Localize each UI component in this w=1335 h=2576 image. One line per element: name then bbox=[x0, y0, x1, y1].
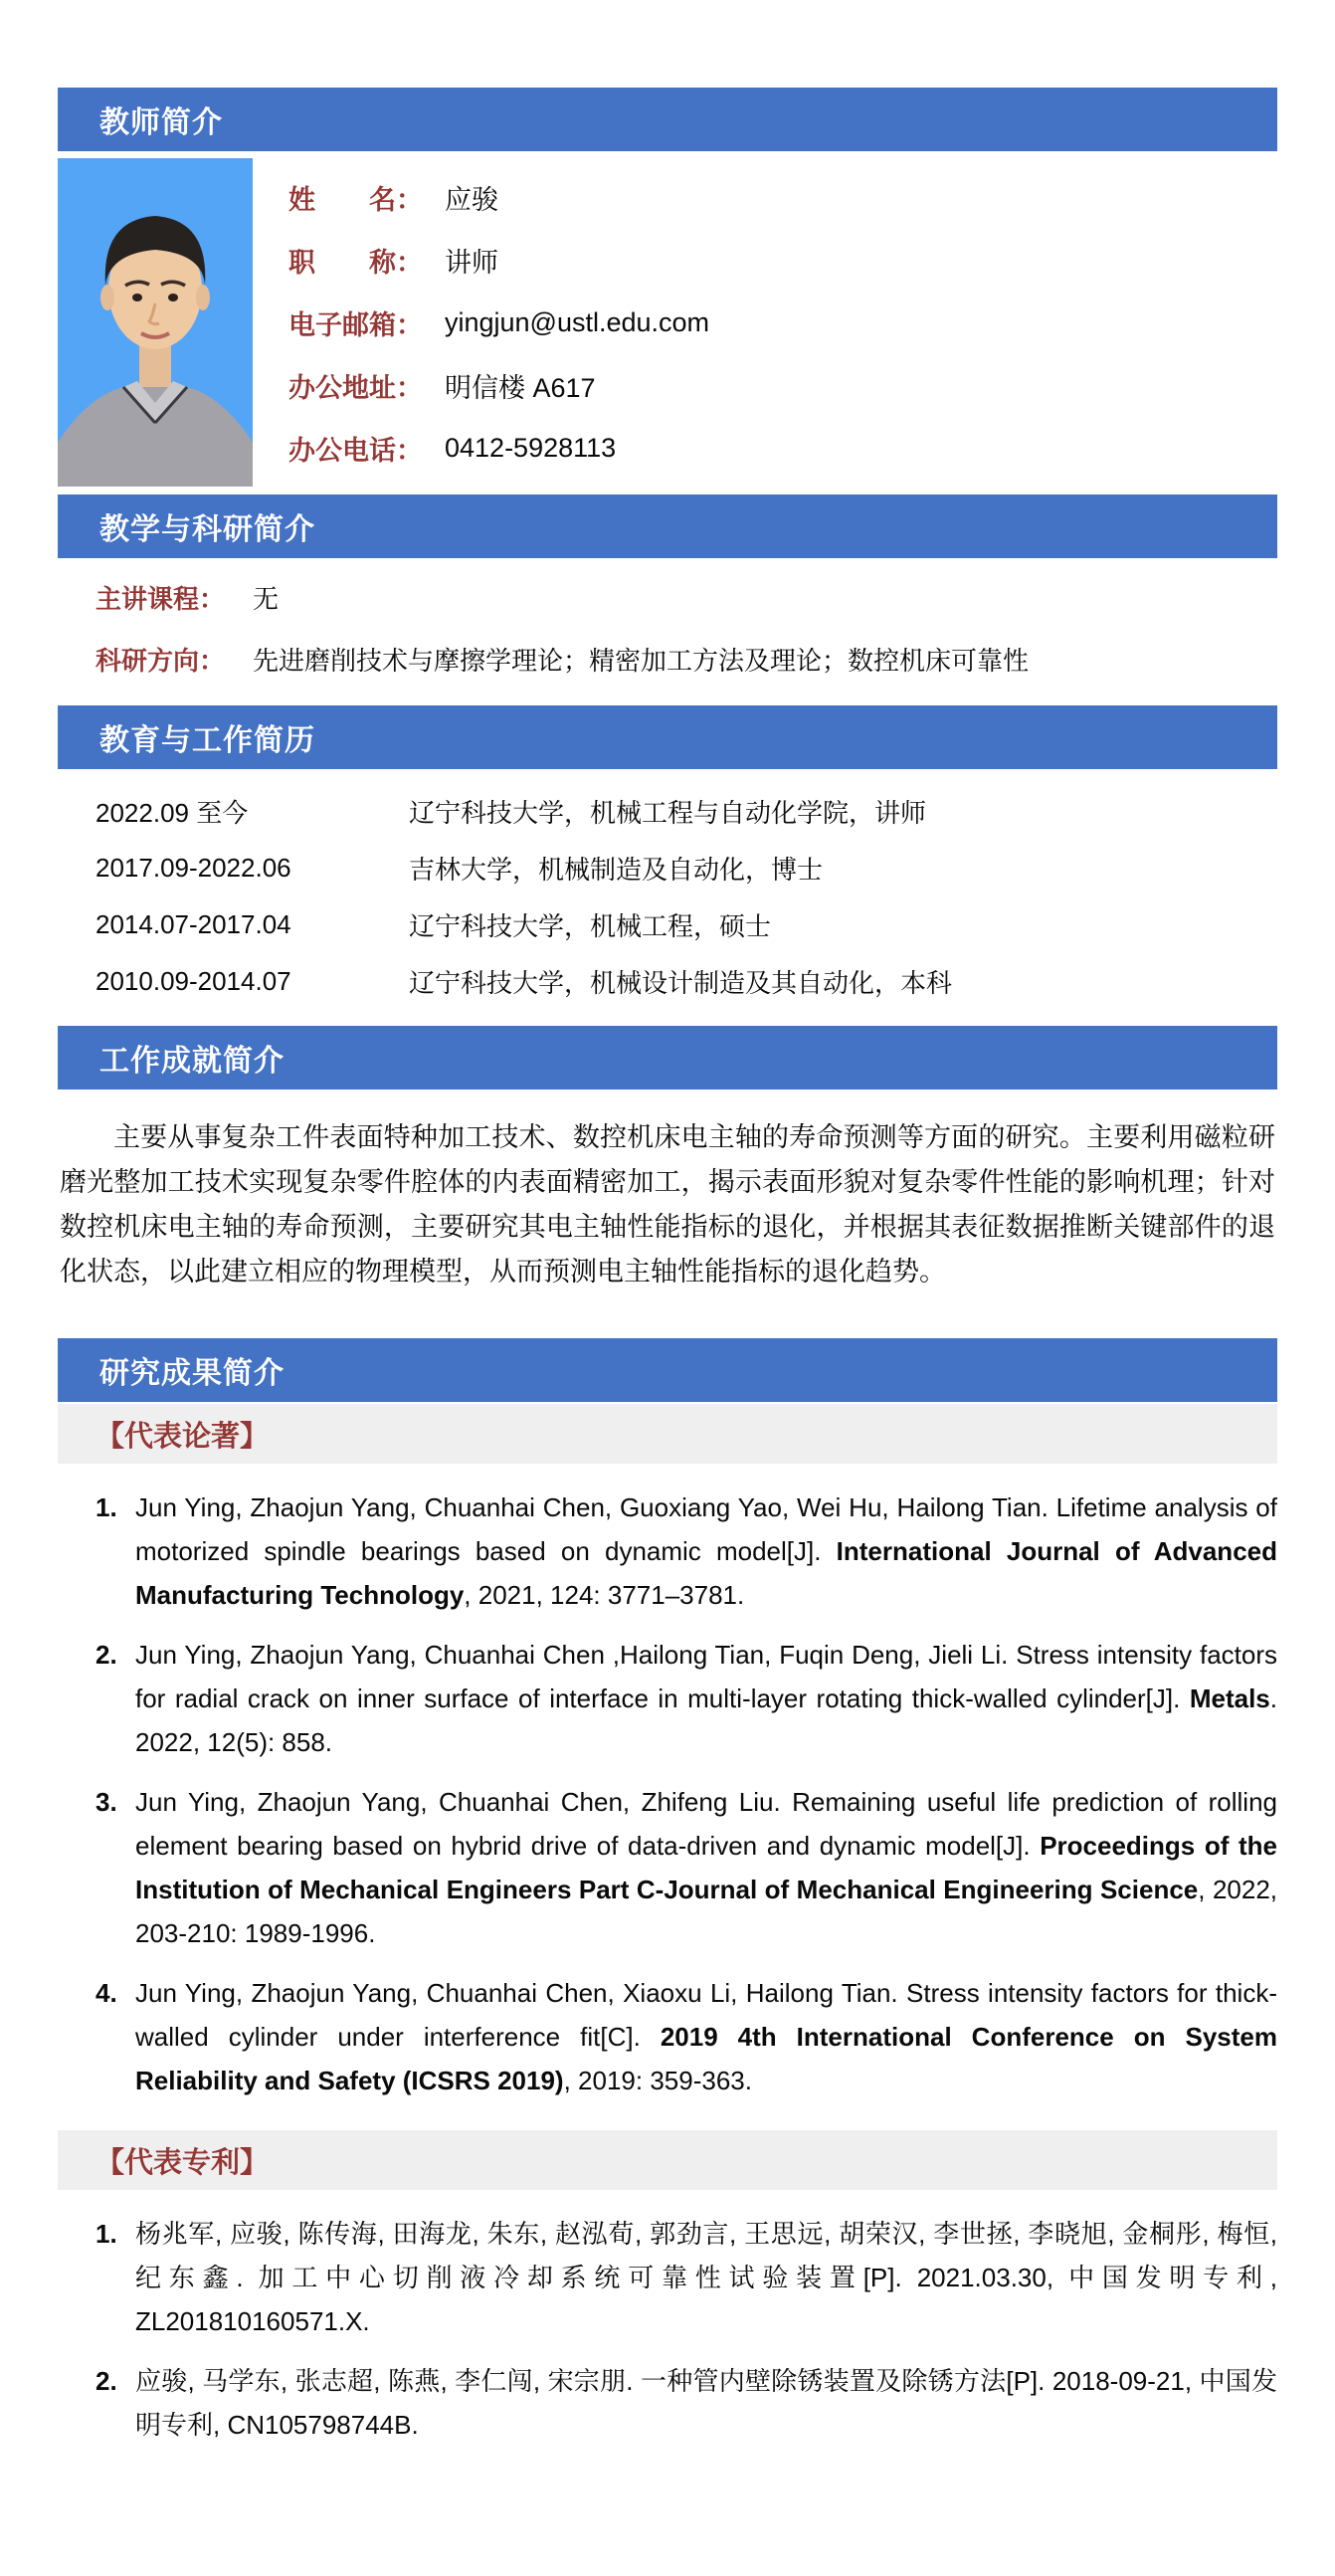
item-number: 3. bbox=[95, 1787, 117, 1817]
row-value: 无 bbox=[253, 584, 280, 614]
field-label: 电子邮箱： bbox=[288, 310, 423, 340]
field-value: 0412-5928113 bbox=[445, 433, 617, 463]
field-value: 明信楼 A617 bbox=[445, 373, 596, 403]
section-title: 教学与科研简介 bbox=[99, 513, 315, 546]
publication-text bbox=[135, 1971, 1277, 2102]
education-row bbox=[58, 953, 1277, 1010]
patent-item bbox=[58, 2359, 1277, 2447]
patent-text: 应骏, 马学东, 张志超, 陈燕, 李仁闯, 宋宗朋. 一种管内壁除锈装置及除锈方法[P]. 2018-09-21, 中国发明专利, CN105798744B. bbox=[135, 2366, 1277, 2440]
field-value: 应骏 bbox=[445, 185, 498, 215]
publication-item bbox=[58, 1633, 1277, 1764]
citation-authors-title: Jun Ying, Zhaojun Yang, Chuanhai Chen, Xiaoxu Li, Hailong Tian. Stress intensity factors for thick-walled cylinder under interference fit[C]. bbox=[135, 1978, 1277, 2052]
citation-pages: . 2022, 12(5): 858. bbox=[135, 1684, 1277, 1757]
profile-field-office bbox=[288, 354, 709, 417]
subsection-header-patents bbox=[58, 2130, 1277, 2190]
education-period: 2010.09-2014.07 bbox=[95, 966, 291, 996]
section-header-teaching-research bbox=[58, 495, 1277, 558]
citation-journal: International Journal of Advanced Manufacturing Technology bbox=[135, 1536, 1277, 1610]
citation-pages: , 2022, 203-210: 1989-1996. bbox=[135, 1875, 1278, 1948]
education-row bbox=[58, 896, 1277, 953]
row-value: 先进磨削技术与摩擦学理论；精密加工方法及理论；数控机床可靠性 bbox=[253, 646, 1030, 676]
citation-journal: Proceedings of the Institution of Mechanical Engineers Part C-Journal of Mechanical Engineering Science bbox=[135, 1831, 1277, 1904]
education-row bbox=[58, 840, 1277, 896]
section-title: 工作成就简介 bbox=[99, 1045, 285, 1078]
education-period: 2022.09 至今 bbox=[95, 798, 249, 828]
section-header-teacher-intro bbox=[58, 88, 1277, 151]
subsection-header-publications bbox=[58, 1404, 1277, 1464]
row-label: 主讲课程： bbox=[95, 584, 226, 614]
achievements-paragraph: 主要从事复杂工件表面特种加工技术、数控机床电主轴的寿命预测等方面的研究。主要利用磁粒研磨光整加工技术实现复杂零件腔体的内表面精密加工，揭示表面形貌对复杂零件性能的影响机理；针对数控机床电主轴的寿命预测，主要研究其电主轴性能指标的退化，并根据其表征数据推断关键部件的退化状态，以此建立相应的物理模型，从而预测电主轴性能指标的退化趋势。 bbox=[60, 1122, 1275, 1287]
education-detail: 辽宁科技大学，机械设计制造及其自动化，本科 bbox=[409, 968, 953, 998]
patent-text: 杨兆军, 应骏, 陈传海, 田海龙, 朱东, 赵泓荀, 郭劲言, 王思远, 胡荣汉, 李世拯, 李晓旭, 金桐彤, 梅恒, 纪东鑫. 加工中心切削液冷却系统可靠性试验装置[P]. 2021.03.30, 中国发明专利, ZL201810160571.X. bbox=[135, 2219, 1277, 2336]
item-number: 2. bbox=[95, 2366, 117, 2396]
publication-item bbox=[58, 1780, 1277, 1955]
field-label: 职 称： bbox=[288, 248, 423, 278]
subsection-title: 【代表论著】 bbox=[95, 1420, 270, 1453]
education-rows bbox=[58, 769, 1277, 1026]
faculty-profile-page bbox=[58, 0, 1277, 2526]
section-title: 教育与工作简历 bbox=[99, 724, 315, 757]
education-period: 2014.07-2017.04 bbox=[95, 909, 291, 939]
teaching-row-research-direction bbox=[58, 630, 1277, 692]
item-number: 2. bbox=[95, 1640, 117, 1670]
item-number: 4. bbox=[95, 1978, 117, 2008]
publication-text bbox=[135, 1780, 1277, 1955]
section-header-education-work bbox=[58, 705, 1277, 769]
citation-authors-title: Jun Ying, Zhaojun Yang, Chuanhai Chen ,Hailong Tian, Fuqin Deng, Jieli Li. Stress intensity factors for radial crack on inner surface of interface in multi-layer rotating thick-walled cylinder[J]. bbox=[135, 1640, 1277, 1713]
profile-field-phone bbox=[288, 417, 709, 480]
field-value: 讲师 bbox=[445, 248, 498, 278]
education-detail: 辽宁科技大学，机械工程，硕士 bbox=[409, 911, 772, 941]
item-number: 1. bbox=[95, 2219, 117, 2249]
profile-field-name bbox=[288, 166, 709, 229]
item-number: 1. bbox=[95, 1492, 117, 1522]
person-portrait-graphic bbox=[58, 158, 253, 487]
education-period: 2017.09-2022.06 bbox=[95, 853, 291, 883]
section-header-achievements bbox=[58, 1026, 1277, 1090]
citation-pages: , 2021, 124: 3771–3781. bbox=[464, 1580, 745, 1610]
profile-photo bbox=[58, 158, 253, 487]
publication-text bbox=[135, 1633, 1277, 1764]
citation-authors-title: Jun Ying, Zhaojun Yang, Chuanhai Chen, Guoxiang Yao, Wei Hu, Hailong Tian. Lifetime analysis of motorized spindle bearings based on dynamic model[J]. bbox=[135, 1492, 1277, 1566]
patent-list bbox=[58, 2190, 1277, 2457]
education-detail: 吉林大学，机械制造及自动化，博士 bbox=[409, 855, 824, 885]
row-label: 科研方向： bbox=[95, 646, 226, 676]
citation-authors-title: Jun Ying, Zhaojun Yang, Chuanhai Chen, Zhifeng Liu. Remaining useful life prediction of rolling element bearing based on hybrid drive of data-driven and dynamic model[J]. bbox=[135, 1787, 1277, 1861]
profile-field-title bbox=[288, 229, 709, 292]
citation-pages: , 2019: 359-363. bbox=[563, 2066, 752, 2095]
education-row bbox=[58, 783, 1277, 840]
field-label: 办公电话： bbox=[288, 436, 423, 466]
publication-item bbox=[58, 1486, 1277, 1617]
section-title: 教师简介 bbox=[99, 106, 223, 139]
citation-journal: 2019 4th International Conference on System Reliability and Safety (ICSRS 2019) bbox=[135, 2022, 1277, 2095]
teaching-rows bbox=[58, 558, 1277, 705]
teaching-row-courses bbox=[58, 568, 1277, 630]
publication-text bbox=[135, 1486, 1277, 1617]
field-label: 办公地址： bbox=[288, 373, 423, 403]
education-detail: 辽宁科技大学，机械工程与自动化学院，讲师 bbox=[409, 798, 927, 828]
field-label: 姓 名： bbox=[288, 185, 423, 215]
publication-list bbox=[58, 1464, 1277, 2112]
publication-item bbox=[58, 1971, 1277, 2102]
patent-item bbox=[58, 2212, 1277, 2343]
subsection-title: 【代表专利】 bbox=[95, 2146, 270, 2179]
citation-journal: Metals bbox=[1189, 1684, 1270, 1713]
section-header-research-results bbox=[58, 1338, 1277, 1402]
field-value: yingjun@ustl.edu.com bbox=[445, 307, 710, 337]
profile-block bbox=[58, 158, 1277, 487]
profile-field-email bbox=[288, 292, 709, 354]
profile-fields bbox=[288, 158, 709, 487]
section-title: 研究成果简介 bbox=[99, 1357, 285, 1390]
